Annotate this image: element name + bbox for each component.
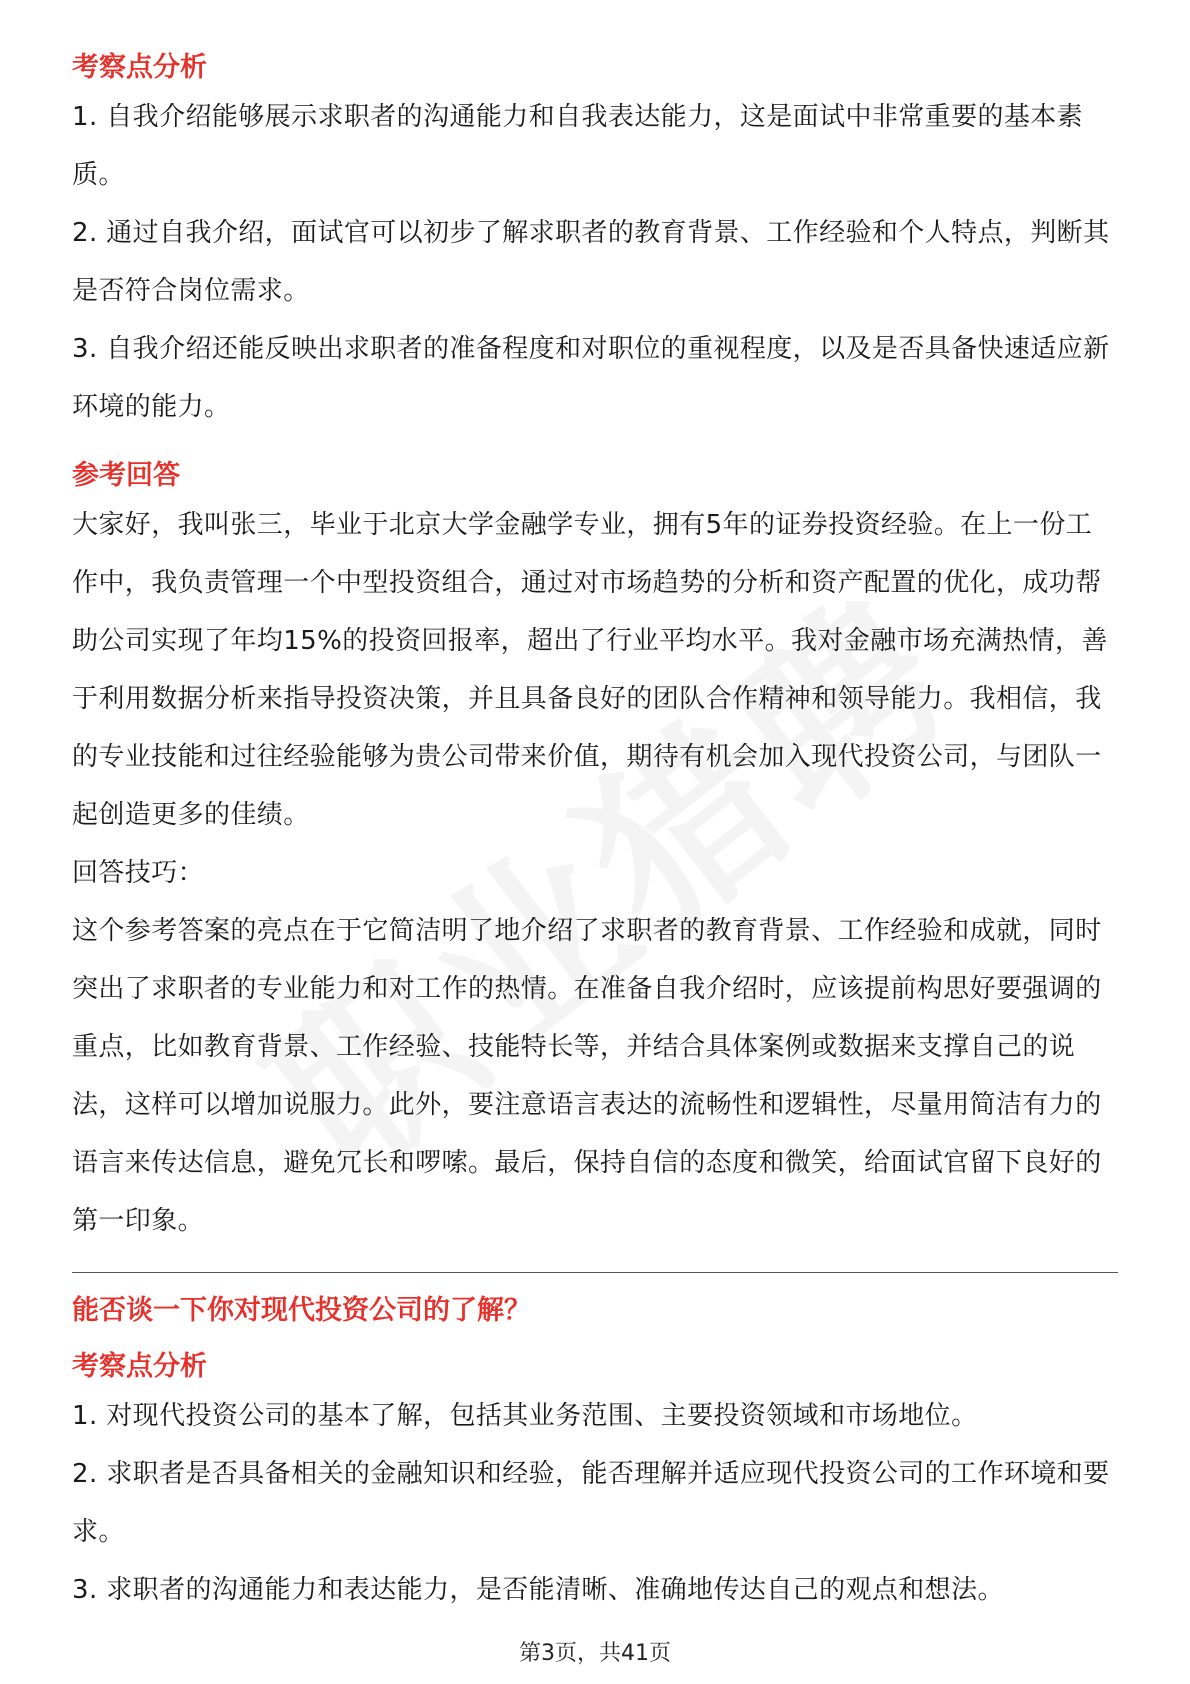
document-page [72, 48, 1118, 1619]
analysis-point: 2. 求职者是否具备相关的金融知识和经验，能否理解并适应现代投资公司的工作环境和要求。 [72, 1459, 1110, 1547]
analysis-list [72, 88, 1118, 436]
analysis-point: 2. 通过自我介绍，面试官可以初步了解求职者的教育背景、工作经验和个人特点，判断其是否符合岗位需求。 [72, 218, 1110, 306]
analysis-point: 3. 求职者的沟通能力和表达能力，是否能清晰、准确地传达自己的观点和想法。 [72, 1575, 1004, 1605]
answer-heading: 参考回答 [72, 460, 180, 491]
tips-label: 回答技巧： [72, 858, 205, 888]
answer-text: 大家好，我叫张三，毕业于北京大学金融学专业，拥有5年的证券投资经验。在上一份工作中，我负责管理一个中型投资组合，通过对市场趋势的分析和资产配置的优化，成功帮助公司实现了年均15%的投资回报率，超出了行业平均水平。我对金融市场充满热情，善于利用数据分析来指导投资决策，并且具备良好的团队合作精神和领导能力。我相信，我的专业技能和过往经验能够为贵公司带来价值，期待有机会加入现代投资公司，与团队一起创造更多的佳绩。 [72, 510, 1108, 830]
section-company-knowledge [72, 1289, 1118, 1619]
page-number: 第3页，共41页 [519, 1641, 671, 1666]
section-divider [72, 1272, 1118, 1273]
analysis-heading: 考察点分析 [72, 52, 207, 83]
section-self-intro [72, 48, 1118, 1250]
analysis-point: 3. 自我介绍还能反映出求职者的准备程度和对职位的重视程度，以及是否具备快速适应新环境的能力。 [72, 334, 1110, 422]
analysis-list [72, 1387, 1118, 1619]
tips-text: 这个参考答案的亮点在于它简洁明了地介绍了求职者的教育背景、工作经验和成就，同时突出了求职者的专业能力和对工作的热情。在准备自我介绍时，应该提前构思好要强调的重点，比如教育背景、工作经验、技能特长等，并结合具体案例或数据来支撑自己的说法，这样可以增加说服力。此外，要注意语言表达的流畅性和逻辑性，尽量用简洁有力的语言来传达信息，避免冗长和啰嗦。最后，保持自信的态度和微笑，给面试官留下良好的第一印象。 [72, 916, 1102, 1236]
question-title: 能否谈一下你对现代投资公司的了解？ [72, 1295, 531, 1326]
analysis-point: 1. 对现代投资公司的基本了解，包括其业务范围、主要投资领域和市场地位。 [72, 1401, 978, 1431]
analysis-point: 1. 自我介绍能够展示求职者的沟通能力和自我表达能力，这是面试中非常重要的基本素质。 [72, 102, 1084, 190]
analysis-heading: 考察点分析 [72, 1351, 207, 1382]
